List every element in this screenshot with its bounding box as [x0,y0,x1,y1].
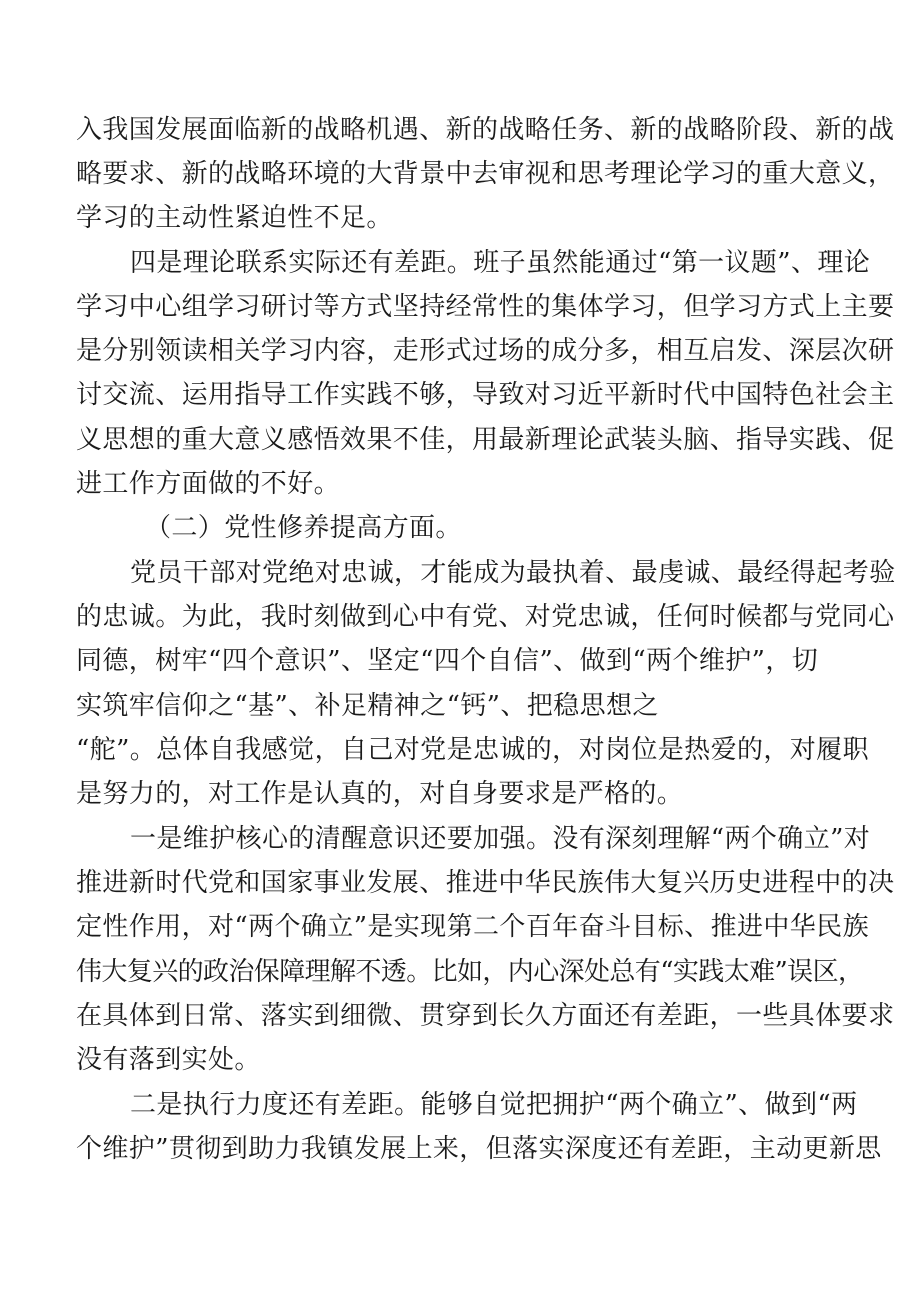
text-line: 同德，树牢“四个意识”、坚定“四个自信”、做到“两个维护”，切 [76,646,819,676]
section-heading: （二）党性修养提高方面。 [145,513,462,543]
text-line: 实筑牢信仰之“基”、补足精神之“钙”、把稳思想之 [76,691,659,721]
text-line: 在具体到日常、落实到细微、贯穿到长久方面还有差距，一些具体要求 [76,1001,895,1031]
text-line: 定性作用，对“两个确立”是实现第二个百年奋斗目标、推进中华民族 [76,912,869,942]
text-line: 一是维护核心的清醒意识还要加强。没有深刻理解“两个确立”对 [130,824,871,854]
text-line: 进工作方面做的不好。 [76,469,341,499]
text-line: 略要求、新的战略环境的大背景中去审视和思考理论学习的重大意义， [76,159,895,189]
text-line: 是分别领读相关学习内容，走形式过场的成分多，相互启发、深层次研 [76,336,895,366]
text-line: 义思想的重大意义感悟效果不佳，用最新理论武装头脑、指导实践、促 [76,425,895,455]
text-line: 是努力的，对工作是认真的，对自身要求是严格的。 [76,779,684,809]
text-line: 学习中心组学习研讨等方式坚持经常性的集体学习，但学习方式上主要 [76,292,895,322]
text-line: 入我国发展面临新的战略机遇、新的战略任务、新的战略阶段、新的战 [76,115,895,145]
text-line: 讨交流、运用指导工作实践不够，导致对习近平新时代中国特色社会主 [76,380,895,410]
text-line: 学习的主动性紧迫性不足。 [76,203,393,233]
text-line: 四是理论联系实际还有差距。班子虽然能通过“第一议题”、理论 [130,248,871,278]
text-line: 的忠诚。为此，我时刻做到心中有党、对党忠诚，任何时候都与党同心 [76,602,895,632]
text-line: 个维护”贯彻到助力我镇发展上来，但落实深度还有差距，主动更新思 [76,1134,882,1164]
text-line: 没有落到实处。 [76,1045,261,1075]
text-line: “舵”。总体自我感觉，自己对党是忠诚的，对岗位是热爱的，对履职 [76,735,869,765]
text-line: 二是执行力度还有差距。能够自觉把拥护“两个确立”、做到“两 [130,1090,858,1120]
text-line: 党员干部对党绝对忠诚，才能成为最执着、最虔诚、最经得起考验 [130,558,896,588]
text-line: 伟大复兴的政治保障理解不透。比如，内心深处总有“实践太难”误区， [76,957,864,987]
text-line: 推进新时代党和国家事业发展、推进中华民族伟大复兴历史进程中的决 [76,868,895,898]
